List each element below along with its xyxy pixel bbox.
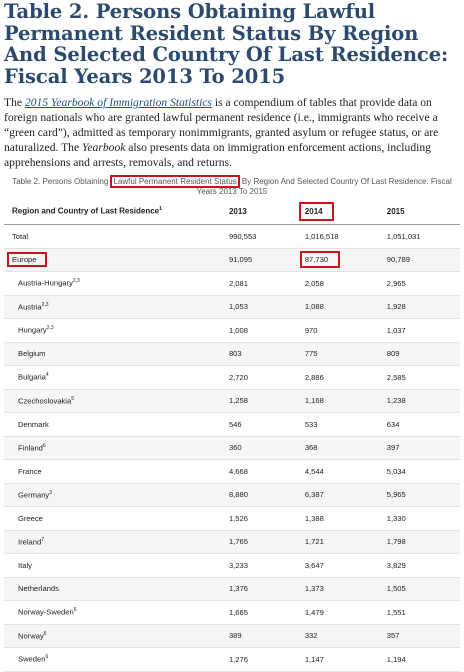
- footnote-marker: 6: [42, 442, 46, 449]
- caption-post: By Region And Selected Country Of Last Residence: Fiscal Years 2013 To 2015: [196, 177, 452, 196]
- intro-post: is a compendium of tables that provide data on foreign nationals who are granted lawful permanent residence (i.e., immigrants who receive a “green card”), admitted as temporary nonimmigrants, granted asylum or refugee status, or are naturalized. The: [4, 96, 439, 154]
- cell-value-highlight: 87,730: [300, 251, 340, 268]
- table-row: [4, 554, 460, 578]
- cell-2015: [386, 295, 460, 319]
- cell-value: 5,034: [386, 466, 406, 476]
- cell-2015: [386, 342, 460, 366]
- cell-value: 1,238: [386, 396, 406, 406]
- region-name: Ireland: [18, 537, 42, 547]
- cell-region: [4, 460, 228, 484]
- cell-value: 990,553: [228, 231, 257, 241]
- cell-value: 1,765: [228, 537, 248, 547]
- cell-2013: [228, 389, 304, 413]
- cell-2015: [386, 530, 460, 554]
- cell-2015: [386, 436, 460, 460]
- region-name: Netherlands: [18, 584, 59, 594]
- cell-region: [4, 248, 228, 272]
- cell-value: 3,647: [304, 560, 324, 570]
- cell-2014: [304, 366, 386, 390]
- cell-value: 546: [228, 419, 242, 429]
- region-name: Czechoslovakia: [18, 396, 72, 406]
- cell-value: 634: [386, 419, 400, 429]
- cell-2013: [228, 342, 304, 366]
- footnote-marker: 6: [45, 654, 49, 661]
- cell-value: 1,798: [386, 537, 406, 547]
- cell-2015: [386, 601, 460, 625]
- table-row: [4, 342, 460, 366]
- cell-value: 1,373: [304, 584, 324, 594]
- cell-value: 1,168: [304, 396, 324, 406]
- cell-2013: [228, 648, 304, 672]
- region-name: Denmark: [18, 419, 49, 429]
- cell-2013: [228, 577, 304, 601]
- cell-value: 775: [304, 349, 318, 359]
- cell-region: [4, 577, 228, 601]
- cell-region: [4, 554, 228, 578]
- cell-2013: [228, 436, 304, 460]
- cell-2013: [228, 248, 304, 272]
- cell-value: 1,053: [228, 302, 248, 312]
- cell-value: 389: [228, 631, 242, 641]
- cell-region: [4, 648, 228, 672]
- header-2015: 2015: [386, 198, 460, 225]
- cell-2015: [386, 389, 460, 413]
- cell-2014: [304, 483, 386, 507]
- cell-region: [4, 389, 228, 413]
- cell-value: 2,965: [386, 278, 406, 288]
- cell-2013: [228, 554, 304, 578]
- table-row: [4, 248, 460, 272]
- cell-2014: [304, 648, 386, 672]
- cell-2014: [304, 554, 386, 578]
- table-row: [4, 483, 460, 507]
- table-row: [4, 530, 460, 554]
- cell-2015: [386, 577, 460, 601]
- cell-value: 2,081: [228, 278, 248, 288]
- cell-value: 91,095: [228, 255, 253, 265]
- cell-2014: [304, 530, 386, 554]
- cell-2015: [386, 319, 460, 343]
- region-name: Austria-Hungary: [18, 279, 73, 289]
- cell-2014: [304, 577, 386, 601]
- footnote-marker: 7: [41, 536, 45, 543]
- cell-value: 1,051,031: [386, 231, 421, 241]
- cell-2015: [386, 272, 460, 296]
- table-row: [4, 225, 460, 249]
- cell-value: 803: [228, 349, 242, 359]
- table-row: [4, 577, 460, 601]
- cell-2013: [228, 319, 304, 343]
- cell-value: 1,376: [228, 584, 248, 594]
- cell-2013: [228, 295, 304, 319]
- cell-value: 1,479: [304, 607, 324, 617]
- intro-yearbook-emph: Yearbook: [82, 141, 126, 154]
- header-region: Region and Country of Last Residence$^1$: [4, 198, 228, 225]
- cell-value: 1,276: [228, 654, 248, 664]
- data-table: [4, 198, 460, 672]
- cell-region: [4, 413, 228, 437]
- cell-region: [4, 319, 228, 343]
- cell-value: 1,928: [386, 302, 406, 312]
- cell-value: 1,037: [386, 325, 406, 335]
- cell-2015: [386, 413, 460, 437]
- cell-value: 332: [304, 631, 318, 641]
- header-2014: [304, 198, 386, 225]
- intro-paragraph: [4, 95, 460, 170]
- cell-value: 4,544: [304, 466, 324, 476]
- table-row: [4, 624, 460, 648]
- cell-value: 1,147: [304, 654, 324, 664]
- cell-2013: [228, 413, 304, 437]
- cell-region: [4, 530, 228, 554]
- cell-2013: [228, 507, 304, 531]
- header-2013: 2013: [228, 198, 304, 225]
- cell-2015: [386, 366, 460, 390]
- cell-value: 6,387: [304, 490, 324, 500]
- table-header-row: [4, 198, 460, 225]
- cell-2014: [304, 460, 386, 484]
- cell-2014: [304, 507, 386, 531]
- cell-value: 2,720: [228, 372, 248, 382]
- table-row: [4, 648, 460, 672]
- cell-2013: [228, 483, 304, 507]
- region-name: Belgium: [18, 349, 46, 359]
- cell-value: 1,330: [386, 513, 406, 523]
- cell-2015: [386, 225, 460, 249]
- region-name: Finland: [18, 443, 43, 453]
- cell-region: [4, 436, 228, 460]
- cell-value: 3,233: [228, 560, 248, 570]
- cell-region: [4, 272, 228, 296]
- table-row: [4, 319, 460, 343]
- region-name: Norway-Sweden: [18, 608, 74, 618]
- region-name: Greece: [18, 513, 43, 523]
- cell-value: 3,829: [386, 560, 406, 570]
- cell-value: 5,965: [386, 490, 406, 500]
- cell-2015: [386, 248, 460, 272]
- cell-value: 1,016,518: [304, 231, 339, 241]
- region-name: Norway: [18, 631, 44, 641]
- cell-region: [4, 342, 228, 366]
- table-row: [4, 507, 460, 531]
- cell-2014: [304, 413, 386, 437]
- cell-region: [4, 295, 228, 319]
- cell-value: 1,088: [304, 302, 324, 312]
- cell-value: 1,721: [304, 537, 324, 547]
- yearbook-link[interactable]: 2015 Yearbook of Immigration Statistics: [24, 96, 212, 109]
- cell-region: [4, 483, 228, 507]
- footnote-marker: 6: [73, 607, 77, 614]
- header-2014-highlight: 2014: [299, 202, 334, 221]
- cell-2013: [228, 530, 304, 554]
- cell-value: 1,551: [386, 607, 406, 617]
- cell-value: 4,668: [228, 466, 248, 476]
- region-name: France: [18, 466, 42, 476]
- cell-value: 397: [386, 443, 400, 453]
- table-row: [4, 366, 460, 390]
- intro-end: also presents data on immigration enforcement actions, including apprehensions and arrests, removals, and returns.: [4, 141, 431, 169]
- cell-value: 1,008: [228, 325, 248, 335]
- cell-value: 1,258: [228, 396, 248, 406]
- table-row: [4, 389, 460, 413]
- cell-value: 1,505: [386, 584, 406, 594]
- cell-value: 368: [304, 443, 318, 453]
- cell-2015: [386, 483, 460, 507]
- cell-2014: [304, 295, 386, 319]
- cell-value: 533: [304, 419, 318, 429]
- footnote-marker: 2,3: [41, 301, 49, 308]
- cell-value: 90,789: [386, 255, 410, 265]
- cell-2014: [304, 436, 386, 460]
- cell-region: [4, 225, 228, 249]
- region-name: Italy: [18, 560, 32, 570]
- cell-2015: [386, 507, 460, 531]
- cell-2013: [228, 225, 304, 249]
- cell-region: [4, 624, 228, 648]
- footnote-marker: 2,3: [72, 278, 80, 285]
- cell-value: 1,526: [228, 513, 248, 523]
- footnote-marker: 5: [71, 395, 74, 402]
- region-name: Total: [12, 231, 29, 241]
- cell-2015: [386, 554, 460, 578]
- cell-value: 809: [386, 349, 400, 359]
- cell-2015: [386, 624, 460, 648]
- cell-value: 1,194: [386, 654, 406, 664]
- region-name: Bulgaria: [18, 373, 46, 383]
- cell-region: [4, 507, 228, 531]
- cell-value: 1,388: [304, 513, 324, 523]
- footnote-marker: 6: [43, 630, 47, 637]
- table-row: [4, 295, 460, 319]
- cell-2013: [228, 272, 304, 296]
- region-name: Hungary: [18, 326, 47, 336]
- table-row: [4, 601, 460, 625]
- region-name: Sweden: [18, 655, 46, 665]
- cell-value: 360: [228, 443, 242, 453]
- cell-2014: [304, 319, 386, 343]
- cell-region: [4, 601, 228, 625]
- table-row: [4, 436, 460, 460]
- table-row: [4, 272, 460, 296]
- cell-value: 2,886: [304, 372, 324, 382]
- region-name: Germany: [18, 490, 50, 500]
- footnote-marker: 3: [49, 489, 53, 496]
- table-row: [4, 413, 460, 437]
- cell-2014: [304, 248, 386, 272]
- intro-pre: The: [4, 96, 25, 109]
- cell-2013: [228, 460, 304, 484]
- cell-2014: [304, 624, 386, 648]
- cell-value: 1,665: [228, 607, 248, 617]
- cell-value: 2,058: [304, 278, 324, 288]
- caption-highlight: Lawful Permanent Resident Status: [110, 175, 239, 188]
- cell-value: 8,880: [228, 490, 248, 500]
- table-row: [4, 460, 460, 484]
- cell-2014: [304, 272, 386, 296]
- table-caption: [4, 177, 460, 198]
- cell-region: [4, 366, 228, 390]
- region-name: Austria: [18, 302, 42, 312]
- footnote-marker: 4: [45, 372, 49, 379]
- cell-2014: [304, 389, 386, 413]
- cell-value: 970: [304, 325, 318, 335]
- cell-2015: [386, 460, 460, 484]
- cell-2013: [228, 366, 304, 390]
- caption-pre: Table 2. Persons Obtaining: [12, 177, 111, 186]
- cell-value: 2,585: [386, 372, 406, 382]
- cell-2015: [386, 648, 460, 672]
- cell-2014: [304, 601, 386, 625]
- footnote-marker: 2,3: [46, 325, 54, 332]
- region-name-highlight: Europe: [7, 252, 47, 267]
- cell-2013: [228, 624, 304, 648]
- cell-2014: [304, 342, 386, 366]
- table-body: [4, 225, 460, 672]
- cell-2014: [304, 225, 386, 249]
- page-title: Table 2. Persons Obtaining Lawful Permanent Resident Status By Region And Selected Country Of Last Residence: Fiscal Years 2013 To 2015: [4, 0, 449, 88]
- cell-2013: [228, 601, 304, 625]
- cell-value: 357: [386, 631, 400, 641]
